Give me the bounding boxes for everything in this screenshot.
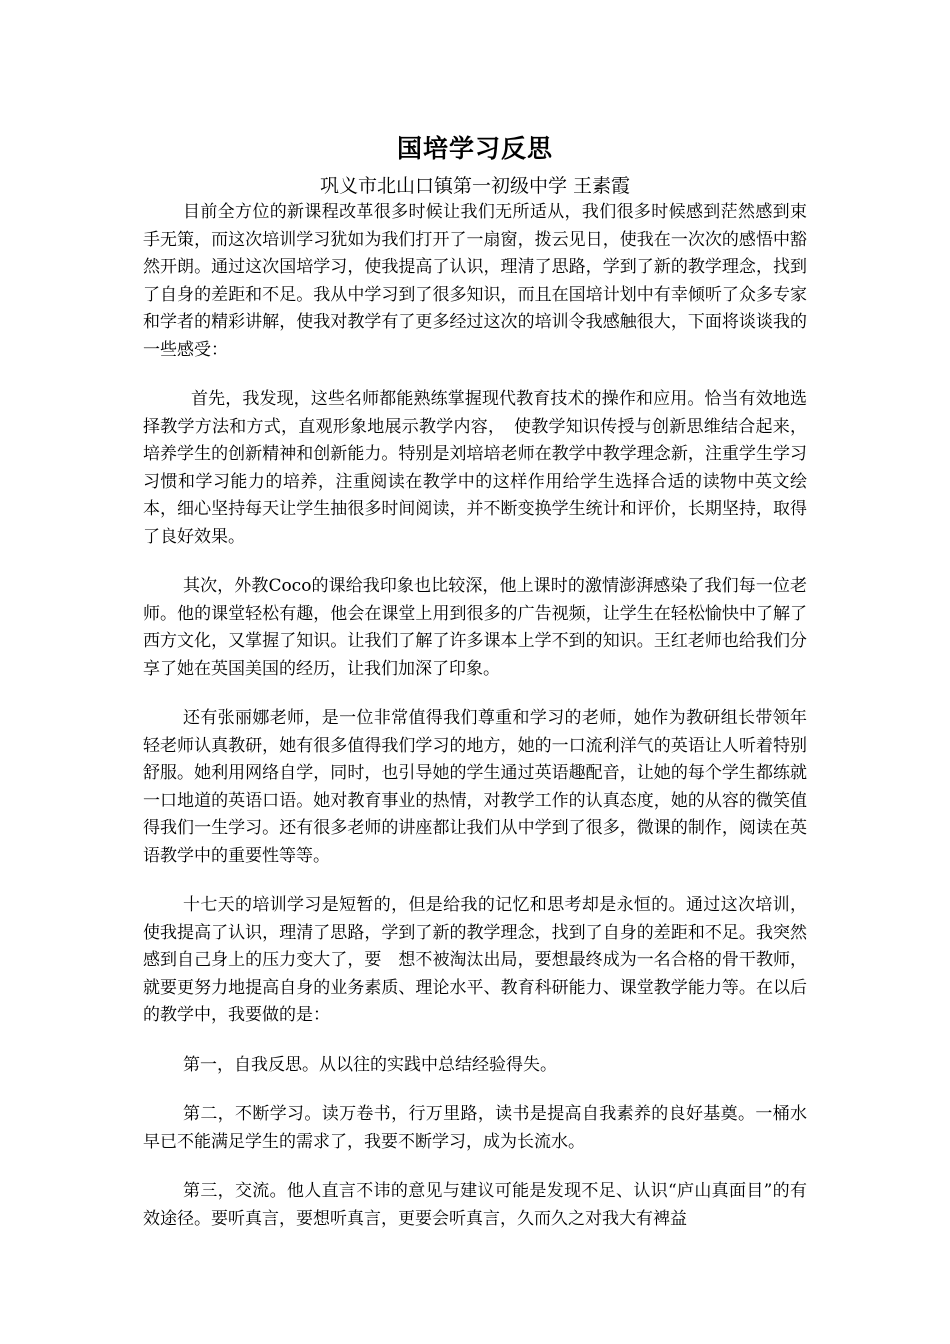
author-line: 巩义市北山口镇第一初级中学 王素霞 (319, 175, 631, 197)
document-body (143, 199, 807, 1233)
paragraph-first-point: 首先，我发现，这些名师都能熟练掌握现代教育技术的操作和应用。恰当有效地选择教学方法和方式，直观形象地展示教学内容， 使教学知识传授与创新思维结合起来，培养学生的创新精神和创新能力。特别是刘培培老师在教学中教学理念新，注重学生学习习惯和学习能力的培养，注重阅读在教学中的这样作用给学生选择合适的读物中英文绘本，细心坚持每天让学生抽很多时间阅读，并不断变换学生统计和评价，长期坚持，取得了良好效果。 (143, 389, 807, 547)
paragraph-third-point: 还有张丽娜老师，是一位非常值得我们尊重和学习的老师，她作为教研组长带领年轻老师认真教研，她有很多值得我们学习的地方，她的一口流利洋气的英语让人听着特别舒服。她利用网络自学，同时，也引导她的学生通过英语趣配音，让她的每个学生都练就一口地道的英语口语。她对教育事业的热情，对教学工作的认真态度，她的从容的微笑值得我们一生学习。还有很多老师的讲座都让我们从中学到了很多，微课的制作，阅读在英语教学中的重要性等等。 (143, 708, 807, 866)
paragraph-plan-two: 第二，不断学习。读万卷书，行万里路，读书是提高自我素养的良好基奠。一桶水早已不能满足学生的需求了，我要不断学习，成为长流水。 (143, 1104, 807, 1152)
paragraph-intro: 目前全方位的新课程改革很多时候让我们无所适从，我们很多时候感到茫然感到束手无策，而这次培训学习犹如为我们打开了一扇窗，拨云见日，使我在一次次的感悟中豁然开朗。通过这次国培学习，使我提高了认识，理清了思路，学到了新的教学理念，找到了自身的差距和不足。我从中学习到了很多知识，而且在国培计划中有幸倾听了众多专家和学者的精彩讲解，使我对教学有了更多经过这次的培训令我感触很大，下面将谈谈我的一些感受： (143, 202, 807, 360)
paragraph-conclusion: 十七天的培训学习是短暂的，但是给我的记忆和思考却是永恒的。通过这次培训，使我提高了认识，理清了思路，学到了新的教学理念，找到了自身的差距和不足。我突然感到自己身上的压力变大了，要 想不被淘汰出局，要想最终成为一名合格的骨干教师，就要更努力地提高自身的业务素质、理论水平、教育科研能力、课堂教学能力等。在以后的教学中，我要做的是： (143, 895, 807, 1025)
paragraph-second-point: 其次，外教Coco的课给我印象也比较深，他上课时的激情澎湃感染了我们每一位老师。他的课堂轻松有趣，他会在课堂上用到很多的广告视频，让学生在轻松愉快中了解了西方文化，又掌握了知识。让我们了解了许多课本上学不到的知识。王红老师也给我们分享了她在英国美国的经历，让我们加深了印象。 (143, 576, 807, 679)
paragraph-plan-one: 第一，自我反思。从以往的实践中总结经验得失。 (183, 1054, 557, 1075)
document-title: 国培学习反思 (396, 134, 553, 163)
paragraph-plan-three: 第三，交流。他人直言不讳的意见与建议可能是发现不足、认识“庐山真面目”的有效途径。要听真言，要想听真言，更要会听真言，久而久之对我大有裨益 (143, 1181, 807, 1229)
